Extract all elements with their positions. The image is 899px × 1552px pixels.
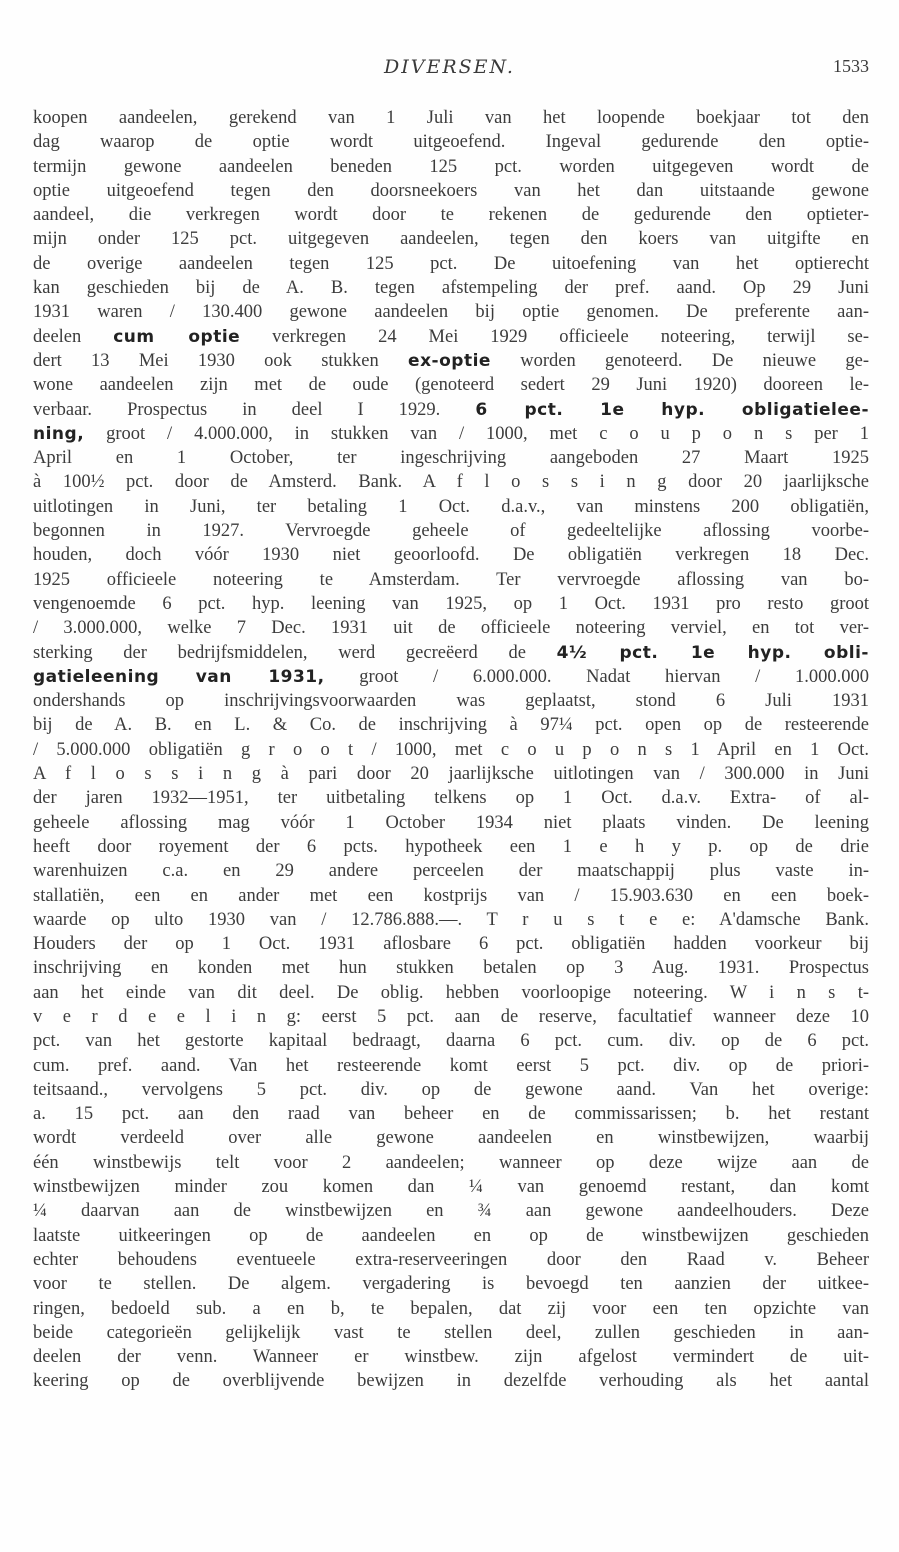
bold-term: cum optie: [113, 326, 241, 347]
text-line: ¼ daarvan aan de winstbewijzen en ¾ aan gewone aandeelhouders. Deze: [33, 1201, 869, 1222]
text-line: echter behoudens eventueele extra-reserveeringen door den Raad v. Beheer: [33, 1249, 869, 1270]
text-line: dag waarop de optie wordt uitgeoefend. Ingeval gedurende den optie-: [33, 132, 869, 153]
text-line: / 3.000.000, welke 7 Dec. 1931 uit de officieele noteering verviel, en tot ver-: [33, 618, 869, 639]
text-line: houden, doch vóór 1930 niet geoorloofd. De obligatiën verkregen 18 Dec.: [33, 545, 869, 566]
text-line: wone aandeelen zijn met de oude (genoteerd sedert 29 Juni 1920) dooreen le-: [33, 375, 869, 396]
text-line: April en 1 October, ter ingeschrijving aangeboden 27 Maart 1925: [33, 448, 869, 469]
text-line: heeft door royement der 6 pcts. hypotheek een 1 e h y p. op de drie: [33, 836, 869, 857]
text-line: cum. pref. aand. Van het resteerende komt eerst 5 pct. div. op de priori-: [33, 1055, 869, 1076]
text-line: stallatiën, een en ander met een kostprijs van / 15.903.630 en een boek-: [33, 885, 869, 906]
text-line: verbaar. Prospectus in deel I 1929. 6 pct. 1e hyp. obligatielee-: [33, 399, 869, 420]
bold-term: ex-optie: [408, 350, 491, 371]
text-line: dert 13 Mei 1930 ook stukken ex-optie worden genoteerd. De nieuwe ge-: [33, 350, 869, 371]
text-line: A f l o s s i n g à pari door 20 jaarlijksche uitlotingen van / 300.000 in Juni: [33, 764, 869, 785]
text-line: termijn gewone aandeelen beneden 125 pct. worden uitgegeven wordt de: [33, 156, 869, 177]
text-line: voor te stellen. De algem. vergadering is bevoegd ten aanzien der uitkee-: [33, 1274, 869, 1295]
text-line: wordt verdeeld over alle gewone aandeelen en winstbewijzen, waarbij: [33, 1128, 869, 1149]
text-line: waarde op ulto 1930 van / 12.786.888.—. T r u s t e e: A'damsche Bank.: [33, 909, 869, 930]
text-line: begonnen in 1927. Vervroegde geheele of gedeeltelijke aflossing voorbe-: [33, 521, 869, 542]
text-line: 1925 officieele noteering te Amsterdam. Ter vervroegde aflossing van bo-: [33, 569, 869, 590]
text-line: 1931 waren / 130.400 gewone aandeelen bij optie genomen. De preferente aan-: [33, 302, 869, 323]
text-line: winstbewijzen minder zou komen dan ¼ van genoemd restant, dan komt: [33, 1177, 869, 1198]
text-line: sterking der bedrijfsmiddelen, werd gecreëerd de 4½ pct. 1e hyp. obli-: [33, 642, 869, 663]
page-number: 1533: [833, 56, 869, 76]
running-head: DIVERSEN.: [384, 56, 515, 78]
text-line: pct. van het gestorte kapitaal bedraagt, daarna 6 pct. cum. div. op de 6 pct.: [33, 1031, 869, 1052]
text-line: vengenoemde 6 pct. hyp. leening van 1925, op 1 Oct. 1931 pro resto groot: [33, 593, 869, 614]
bold-term: ning,: [33, 423, 85, 444]
text-line: ondershands op inschrijvingsvoorwaarden was geplaatst, stond 6 Juli 1931: [33, 691, 869, 712]
text-line: teitsaand., vervolgens 5 pct. div. op de gewone aand. Van het overige:: [33, 1079, 869, 1100]
text-line: keering op de overblijvende bewijzen in dezelfde verhouding als het aantal: [33, 1371, 869, 1392]
text-line: kan geschieden bij de A. B. tegen afstempeling der pref. aand. Op 29 Juni: [33, 278, 869, 299]
bold-term: 4½ pct. 1e hyp. obli-: [556, 642, 869, 663]
body-text: [33, 106, 869, 1394]
text-line: der jaren 1932—1951, ter uitbetaling telkens op 1 Oct. d.a.v. Extra- of al-: [33, 788, 869, 809]
text-line: mijn onder 125 pct. uitgegeven aandeelen, tegen den koers van uitgifte en: [33, 229, 869, 250]
text-line: / 5.000.000 obligatiën g r o o t / 1000, met c o u p o n s 1 April en 1 Oct.: [33, 739, 869, 760]
text-line: v e r d e e l i n g: eerst 5 pct. aan de reserve, facultatief wanneer deze 10: [33, 1006, 869, 1027]
bold-term: 6 pct. 1e hyp. obligatielee-: [475, 399, 869, 420]
text-line: deelen der venn. Wanneer er winstbew. zijn afgelost vermindert de uit-: [33, 1347, 869, 1368]
text-line: Houders der op 1 Oct. 1931 aflosbare 6 pct. obligatiën hadden voorkeur bij: [33, 934, 869, 955]
text-line: de overige aandeelen tegen 125 pct. De uitoefening van het optierecht: [33, 253, 869, 274]
bold-term: gatieleening van 1931,: [33, 666, 325, 687]
text-line: geheele aflossing mag vóór 1 October 1934 niet plaats vinden. De leening: [33, 812, 869, 833]
text-line: uitlotingen in Juni, ter betaling 1 Oct. d.a.v., van minstens 200 obligatiën,: [33, 496, 869, 517]
text-line: deelen cum optie verkregen 24 Mei 1929 officieele noteering, terwijl se-: [33, 326, 869, 347]
text-line: aandeel, die verkregen wordt door te rekenen de gedurende den optieter-: [33, 205, 869, 226]
text-line: optie uitgeoefend tegen den doorsneekoers van het dan uitstaande gewone: [33, 180, 869, 201]
text-line: warenhuizen c.a. en 29 andere perceelen der maatschappij plus vaste in-: [33, 861, 869, 882]
text-line: a. 15 pct. aan den raad van beheer en de commissarissen; b. het restant: [33, 1104, 869, 1125]
text-line: laatste uitkeeringen op de aandeelen en op de winstbewijzen geschieden: [33, 1225, 869, 1246]
text-line: ringen, bedoeld sub. a en b, te bepalen, dat zij voor een ten opzichte van: [33, 1298, 869, 1319]
text-line: aan het einde van dit deel. De oblig. hebben voorloopige noteering. W i n s t-: [33, 982, 869, 1003]
text-line: bij de A. B. en L. & Co. de inschrijving à 97¼ pct. open op de resteerende: [33, 715, 869, 736]
text-line: gatieleening van 1931, groot / 6.000.000. Nadat hiervan / 1.000.000: [33, 666, 869, 687]
text-line: beide categorieën gelijkelijk vast te stellen deel, zullen geschieden in aan-: [33, 1322, 869, 1343]
text-line: ning, groot / 4.000.000, in stukken van / 1000, met c o u p o n s per 1: [33, 423, 869, 444]
text-line: koopen aandeelen, gerekend van 1 Juli van het loopende boekjaar tot den: [33, 108, 869, 128]
text-line: à 100½ pct. door de Amsterd. Bank. A f l o s s i n g door 20 jaarlijksche: [33, 472, 869, 493]
page-header: [0, 54, 899, 84]
text-line: één winstbewijs telt voor 2 aandeelen; wanneer op deze wijze aan de: [33, 1152, 869, 1173]
text-line: inschrijving en konden met hun stukken betalen op 3 Aug. 1931. Prospectus: [33, 958, 869, 979]
